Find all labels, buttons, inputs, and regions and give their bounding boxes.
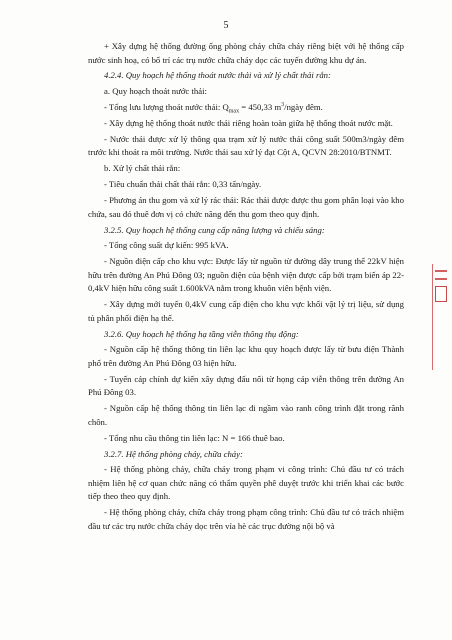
stamp-mark: [435, 270, 447, 272]
section-heading: 3.2.6. Quy hoạch hệ thống hạ tầng viễn thông thụ động:: [104, 328, 299, 339]
paragraph: - Tuyến cáp chính dự kiến xây dựng đấu nối từ họng cáp viễn thông trên đường An Phú Đông 03.: [88, 373, 404, 398]
paragraph: - Xây dựng hệ thống thoát nước thải riêng hoàn toàn giữa hệ thống thoát nước mặt.: [104, 118, 393, 129]
stamp-box: [435, 286, 447, 302]
paragraph: - Hệ thống phòng cháy, chữa cháy trong phạm vi công trình: Chủ đầu tư có trách nhiệm liên hệ cơ quan chức năng có thẩm quyền phê duyệt trước khi triển khai các bước tiếp theo theo quy định.: [88, 464, 404, 502]
paragraph: - Nguồn cấp hệ thống thông tin liên lạc khu quy hoạch được lấy từ bưu điện Thành phố trên đường An Phú Đông 03 hiện hữu.: [88, 344, 404, 368]
paragraph: - Tổng công suất dự kiến: 995 kVA.: [104, 240, 229, 251]
formula-prefix: - Tổng lưu lượng thoát nước thải: Q: [104, 102, 229, 113]
paragraph: - Phương án thu gom và xử lý rác thải: Rác thải được được thu gom phân loại vào kho chứa, sau đó thuê đơn vị có chức năng đến thu gom theo quy định.: [88, 195, 404, 219]
paragraph: [88, 101, 404, 115]
margin-stamp: [432, 264, 449, 370]
formula-middle: = 450,33 m: [239, 102, 282, 113]
page-number: 5: [223, 20, 229, 31]
paragraph: - Tổng nhu cầu thông tin liên lạc: N = 166 thuê bao.: [104, 432, 285, 443]
paragraph: - Xây dựng mới tuyến 0,4kV cung cấp điện cho khu vực khối vật lý trị liệu, sử dụng tủ phân phối điện hạ thế.: [88, 299, 404, 323]
stamp-mark: [435, 278, 447, 280]
paragraph: - Nguồn cấp hệ thống thông tin liên lạc đi ngầm vào ranh công trình đặt trong rãnh chôn.: [88, 403, 404, 427]
section-heading: 4.2.4. Quy hoạch hệ thống thoát nước thải và xử lý chất thải rắn:: [104, 70, 331, 81]
paragraph: - Tiêu chuẩn thải chất thải rắn: 0,33 tấn/ngày.: [104, 179, 262, 190]
formula-suffix: /ngày đêm.: [284, 102, 323, 113]
paragraph: - Nước thải được xử lý thông qua trạm xử lý nước thải công suất 500m3/ngày đêm trước khi thoát ra môi trường. Nước thải sau xử lý đạt Cột A, QCVN 28:2010/BTNMT.: [88, 133, 404, 158]
paragraph: b. Xử lý chất thải rắn:: [104, 163, 181, 174]
section-heading: 3.2.7. Hệ thống phòng cháy, chữa cháy:: [104, 448, 243, 459]
paragraph: - Nguồn điện cấp cho khu vực: Được lấy từ nguồn từ đường dây trung thế 22kV hiện hữu trên đường An Phú Đông 03; nguồn điện của bệnh viện được cấp bởi trạm biến áp 22-0,4kV hiện hữu công suất 1.600kVA nằm trong khuôn viên bệnh viện.: [88, 256, 404, 294]
formula-sub: max: [228, 108, 240, 115]
document-body: [88, 40, 404, 536]
paragraph: - Hệ thống phòng cháy, chữa cháy trong phạm công trình: Chủ đầu tư có trách nhiệm đầu tư các trụ nước chữa cháy dọc trên vỉa hè các trục đường nội bộ và: [88, 507, 404, 531]
paragraph: + Xây dựng hệ thống đường ống phòng cháy chữa cháy riêng biệt với hệ thống cấp nước sinh hoạ, có bố trí các trụ nước chữa cháy dọc các tuyến đường khu dự án.: [88, 41, 404, 65]
paragraph: a. Quy hoạch thoát nước thải:: [104, 86, 207, 97]
section-heading: 3.2.5. Quy hoạch hệ thống cung cấp năng lượng và chiếu sáng:: [104, 224, 325, 235]
formula-sup: 3: [281, 102, 285, 109]
